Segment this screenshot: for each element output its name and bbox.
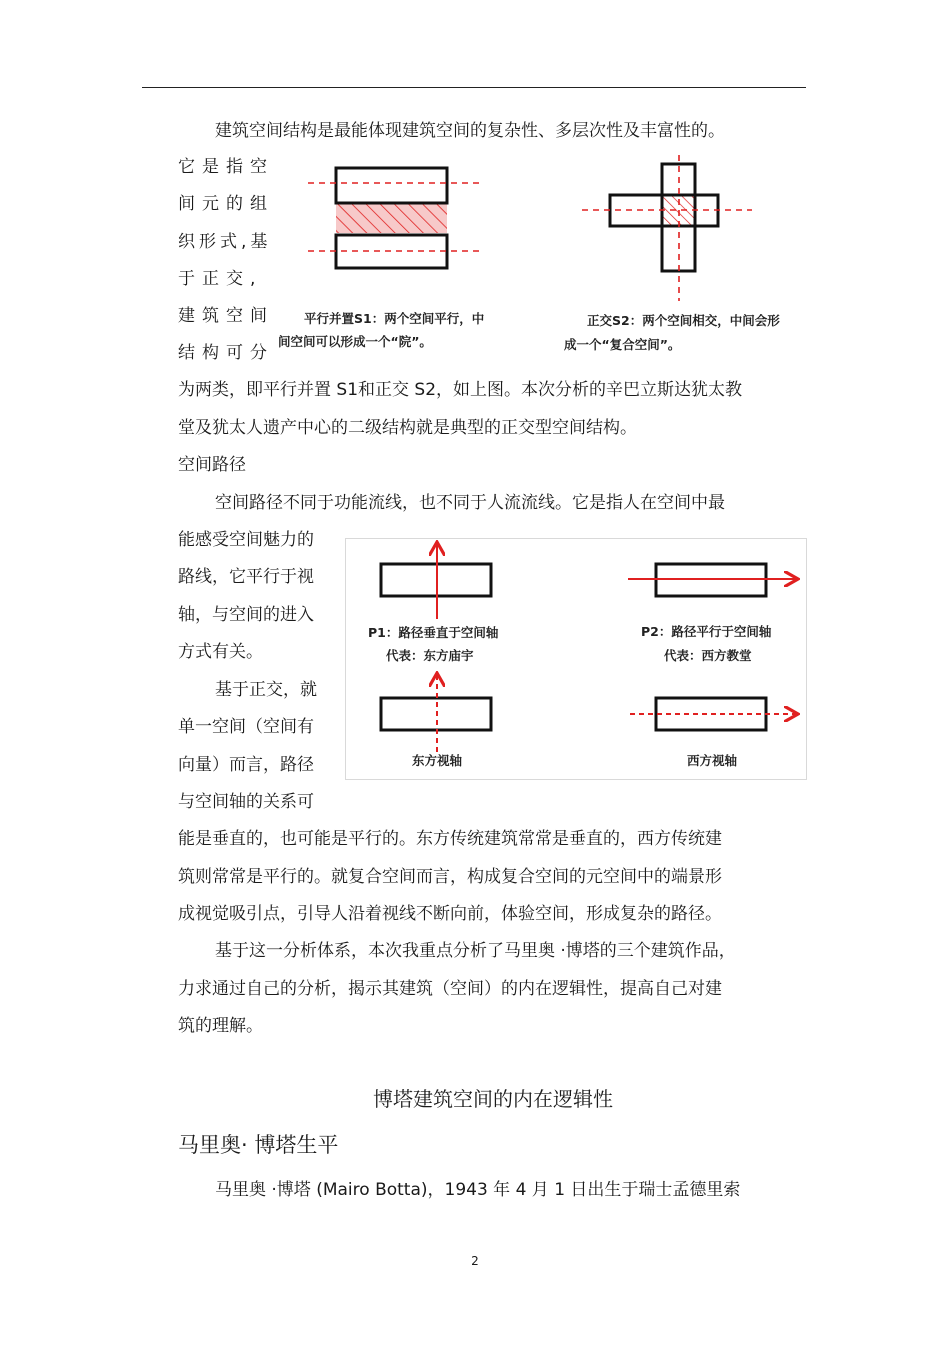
subsection-heading: 马里奥· 博塔生平 [178, 1133, 339, 1157]
caption-east-axis: 东方视轴 [412, 753, 463, 768]
caption-s2-line2: 成一个“复合空间”。 [564, 337, 681, 352]
paragraph-line: 筑则常常是平行的。就复合空间而言，构成复合空间的元空间中的端景形 [178, 867, 722, 887]
figure-spatial-path [345, 538, 807, 780]
paragraph-line: 能感受空间魅力的 [178, 530, 314, 550]
paragraph-line: 轴，与空间的进入 [178, 605, 314, 625]
section-label: 空间路径 [178, 455, 246, 475]
paragraph-line: 堂及犹太人遗产中心的二级结构就是典型的正交型空间结构。 [178, 418, 637, 438]
caption-p2-line2: 代表：西方教堂 [664, 648, 752, 663]
paragraph-line: 基于正交，就 [215, 680, 317, 700]
paragraph-line: 建筑空间结构是最能体现建筑空间的复杂性、多层次性及丰富性的。 [215, 121, 725, 141]
caption-west-axis: 西方视轴 [687, 753, 738, 768]
caption-p1-line2: 代表：东方庙宇 [386, 648, 474, 663]
figure-spatial-structure [274, 155, 804, 355]
paragraph-line: 与空间轴的关系可 [178, 792, 314, 812]
paragraph-line: 向量）而言，路径 [178, 755, 314, 775]
paragraph-line: 它是指空 [178, 157, 274, 177]
section-heading: 博塔建筑空间的内在逻辑性 [373, 1087, 613, 1111]
paragraph-line: 马里奥 ·博塔 (Mairo Botta)，1943 年 4 月 1 日出生于瑞士孟德里索 [215, 1180, 741, 1200]
header-rule [142, 87, 806, 88]
caption-p2-line1: P2：路径平行于空间轴 [641, 624, 772, 639]
courtyard-hatch [336, 203, 447, 233]
paragraph-line: 成视觉吸引点，引导人沿着视线不断向前，体验空间，形成复杂的路径。 [178, 904, 722, 924]
paragraph-line: 建筑空间 [178, 306, 274, 326]
caption-s1-line1: 平行并置S1：两个空间平行，中 [304, 311, 485, 326]
paragraph-line: 单一空间（空间有 [178, 717, 314, 737]
paragraph-line: 方式有关。 [178, 642, 263, 662]
paragraph-line: 结构可分 [178, 343, 274, 363]
paragraph-line: 筑的理解。 [178, 1016, 263, 1036]
paragraph-line: 于正交, [178, 269, 263, 289]
page-number: 2 [471, 1254, 479, 1268]
caption-s1-line2: 间空间可以形成一个“院”。 [278, 334, 432, 349]
paragraph-line: 力求通过自己的分析，揭示其建筑（空间）的内在逻辑性，提高自己对建 [178, 979, 722, 999]
paragraph-line: 织形式,基 [178, 232, 272, 252]
paragraph-line: 空间路径不同于功能流线，也不同于人流流线。它是指人在空间中最 [215, 493, 725, 513]
paragraph-line: 能是垂直的，也可能是平行的。东方传统建筑常常是垂直的，西方传统建 [178, 829, 722, 849]
paragraph-line: 间元的组 [178, 194, 274, 214]
paragraph-line: 为两类，即平行并置 S1和正交 S2，如上图。本次分析的辛巴立斯达犹太教 [178, 380, 743, 400]
paragraph-line: 路线，它平行于视 [178, 567, 314, 587]
space-rect-upper [336, 168, 447, 203]
caption-p1-line1: P1：路径垂直于空间轴 [368, 625, 499, 640]
caption-s2-line1: 正交S2：两个空间相交，中间会形 [587, 313, 780, 328]
paragraph-line: 基于这一分析体系，本次我重点分析了马里奥 ·博塔的三个建筑作品， [215, 941, 736, 961]
